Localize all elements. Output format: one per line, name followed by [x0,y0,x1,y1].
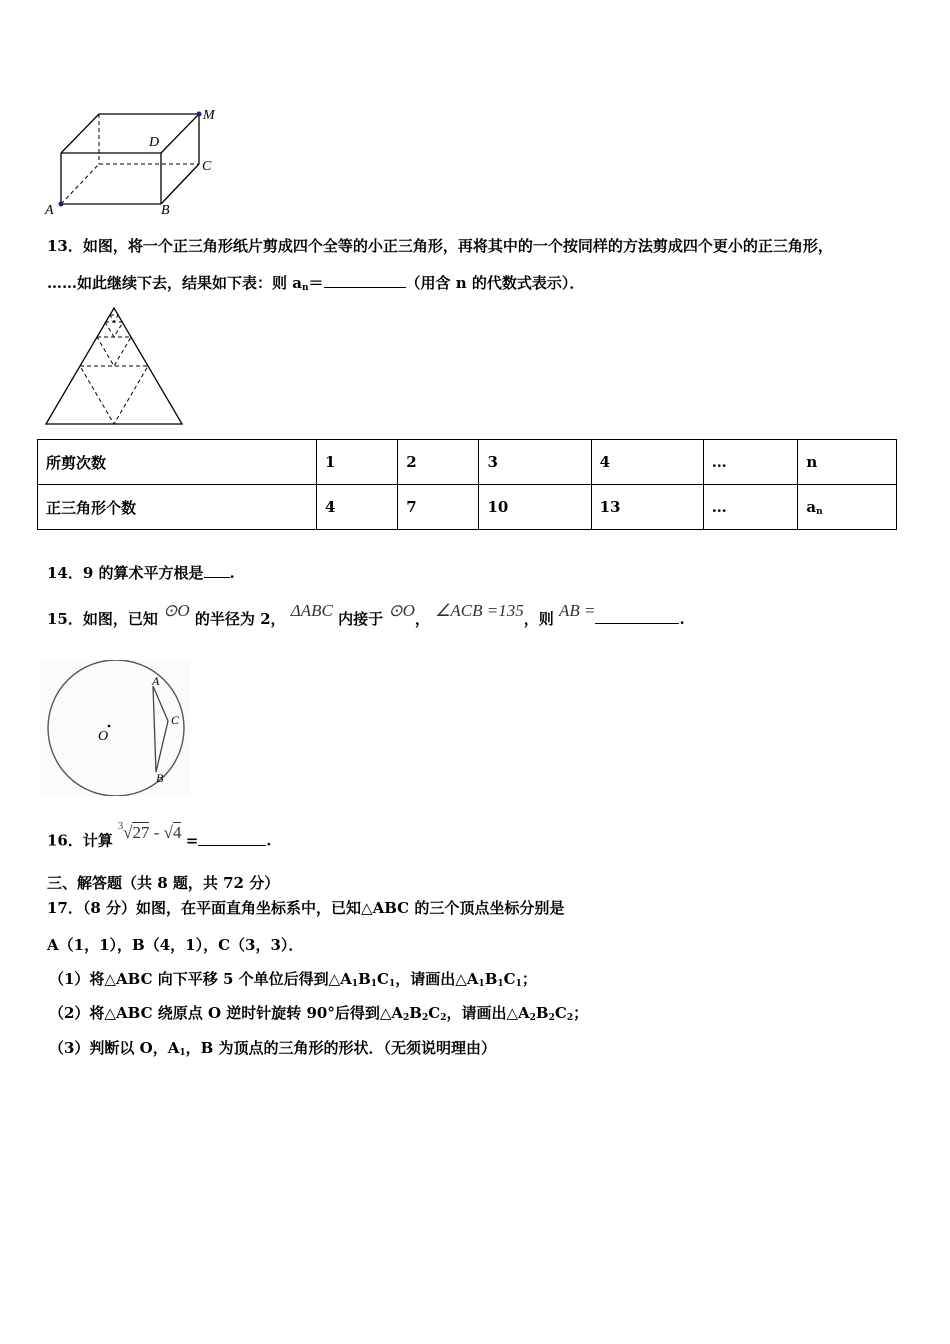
table-cell: 4 [591,440,703,485]
table-row [38,485,897,530]
table-cell: 2 [398,440,479,485]
q13-line2: ……如此继续下去，结果如下表：则 $a_n=$ （用含 n 的代数式表示）． [47,274,585,293]
section3-title: 三、解答题（共 8 题，共 72 分） [47,874,280,892]
table-cell: … [703,440,798,485]
table-cell: 7 [398,485,479,530]
q17-line1: 17．（8 分）如图，在平面直角坐标系中，已知△ABC 的三个顶点坐标分别是 [47,899,565,917]
table-row [38,440,897,485]
label-c: C [202,159,212,174]
label-a: A [152,674,160,688]
circle-figure [40,660,190,796]
box-figure [40,100,230,218]
cuts-table [37,439,897,530]
table-cell: 4 [317,485,398,530]
table-cell: … [703,485,798,530]
label-b: B [156,771,164,785]
label-m: M [203,108,215,123]
q17-sub2: （2）将△ABC 绕原点 O 逆时针旋转 90°后得到$\triangle A_2B_2C_2$，请画出$\triangle A_2B_2C_2$； [49,1004,589,1023]
label-a: A [45,203,54,218]
q17-line2: A（1，1），B（4，1），C（3，3）． [47,936,304,954]
table-cell: 13 [591,485,703,530]
label-c: C [171,713,180,727]
table-cell: 正三角形个数 [38,485,317,530]
label-d: D [149,135,160,150]
table-cell: $a_n$ [798,485,897,530]
q17-sub1: （1）将△ABC 向下平移 5 个单位后得到$\triangle A_1B_1C_1$，请画出$\triangle A_1B_1C_1$； [49,970,537,989]
q17-sub3: （3）判断以 O，$A_1$，B 为顶点的三角形的形状．（无须说明理由） [49,1039,497,1058]
q15-answer-blank[interactable] [595,609,679,624]
q14: 14．9 的算术平方根是 . [47,564,235,582]
table-cell: 10 [479,485,591,530]
table-cell: 所剪次数 [38,440,317,485]
q13-line1: 13．如图，将一个正三角形纸片剪成四个全等的小正三角形，再将其中的一个按同样的方法剪成四个更小的正三角形， [47,237,833,255]
q16-answer-blank[interactable] [198,831,266,846]
q15: 15．如图，已知 ⊙O 的半径为 2， ΔABC 内接于 ⊙O， ∠ACB =135，则 AB = . [47,601,685,628]
label-b: B [161,203,170,218]
q16: 16．计算 $^3$√27 - √4 = . [47,821,272,850]
label-o: O [98,729,109,744]
table-cell: 3 [479,440,591,485]
triangle-figure [40,302,190,428]
table-cell: n [798,440,897,485]
table-cell: 1 [317,440,398,485]
q14-answer-blank[interactable] [204,563,230,578]
q13-answer-blank[interactable] [324,273,406,288]
